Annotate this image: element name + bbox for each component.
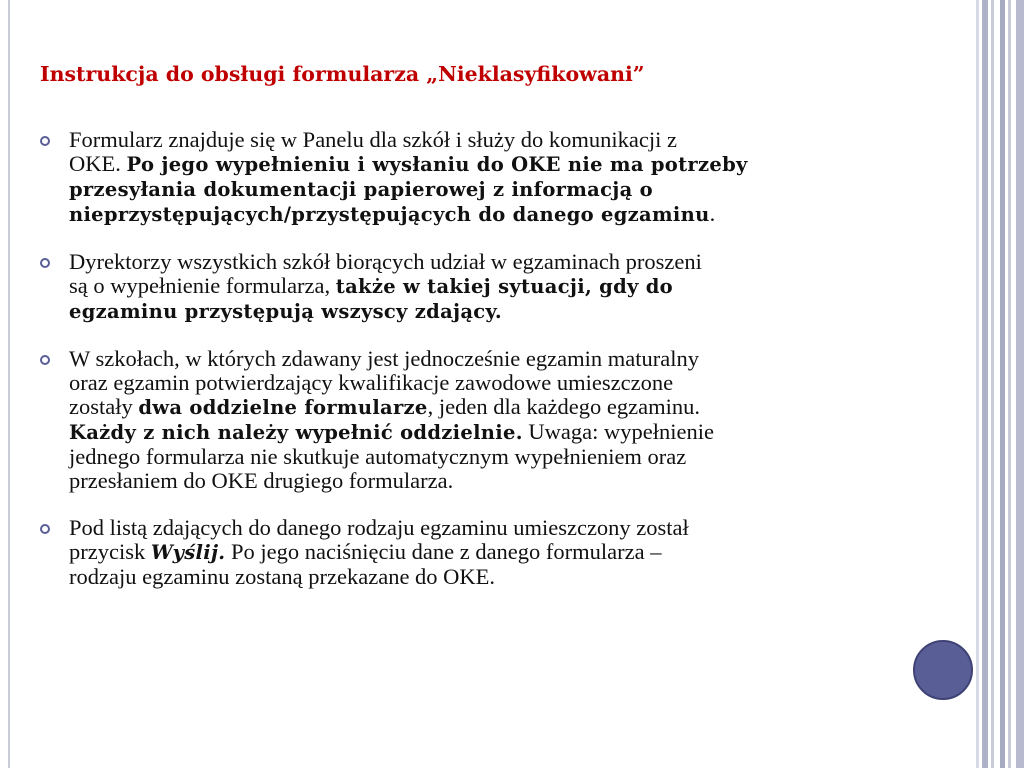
text-line: Pod listą zdających do danego rodzaju egzaminu umieszczony został	[69, 515, 689, 540]
bullet-ring-icon	[40, 258, 50, 268]
text-line	[69, 540, 940, 565]
text-normal: przycisk	[69, 539, 151, 564]
text-line	[69, 395, 940, 420]
text-line: W szkołach, w których zdawany jest jednocześnie egzamin maturalny	[69, 346, 699, 371]
text-bold: nieprzystępujących/przystępujących do danego egzaminu	[69, 203, 710, 226]
stripe	[982, 0, 988, 768]
text-normal: Po jego naciśnięciu dane z danego formularza –	[225, 539, 662, 564]
decorative-circle	[913, 640, 973, 700]
text-line	[69, 420, 940, 445]
bullet-item-1	[40, 128, 940, 227]
stripe	[1016, 0, 1024, 768]
bullet-ring-icon	[40, 524, 50, 534]
slide-title: Instrukcja do obsługi formularza „Nieklasyfikowani”	[40, 62, 645, 86]
text-line	[69, 177, 940, 202]
bullet-item-4	[40, 516, 940, 589]
stripe	[976, 0, 979, 768]
stripe	[1008, 0, 1011, 768]
bullet-ring-icon	[40, 355, 50, 365]
bullet-item-3	[40, 347, 940, 493]
text-bold: także w takiej sytuacji, gdy do	[335, 275, 673, 298]
text-normal: OKE.	[69, 151, 127, 176]
bullet-ring-icon	[40, 136, 50, 146]
stripe	[991, 0, 994, 768]
text-line: oraz egzamin potwierdzający kwalifikacje zawodowe umieszczone	[69, 370, 674, 395]
text-line: Formularz znajduje się w Panelu dla szkół i służy do komunikacji z	[69, 127, 677, 152]
bullet-item-2	[40, 250, 940, 324]
text-line: jednego formularza nie skutkuje automatycznym wypełnieniem oraz	[69, 444, 687, 469]
text-line: rodzaju egzaminu zostaną przekazane do OKE.	[69, 564, 496, 589]
text-bold: Każdy z nich należy wypełnić oddzielnie.	[69, 421, 523, 444]
text-bold: przesyłania dokumentacji papierowej z informacją o	[69, 178, 653, 201]
text-line	[69, 274, 940, 299]
text-line	[69, 152, 940, 177]
decorative-stripes	[976, 0, 1024, 768]
text-bold-italic: Wyślij.	[150, 541, 226, 564]
text-line: Dyrektorzy wszystkich szkół biorących udział w egzaminach proszeni	[69, 249, 702, 274]
text-normal: zostały	[69, 394, 139, 419]
bullet-list	[40, 128, 940, 612]
left-frame-line	[8, 0, 10, 768]
text-normal: są o wypełnienie formularza,	[69, 273, 336, 298]
text-normal: , jeden dla każdego egzaminu.	[427, 394, 701, 419]
text-line: przesłaniem do OKE drugiego formularza.	[69, 468, 454, 493]
text-normal: .	[709, 201, 716, 226]
text-line	[69, 202, 940, 227]
text-bold: dwa oddzielne formularze	[138, 396, 428, 419]
stripe	[1000, 0, 1005, 768]
text-normal: Uwaga: wypełnienie	[522, 419, 714, 444]
text-bold: egzaminu przystępują wszyscy zdający.	[69, 300, 502, 323]
text-line	[69, 299, 940, 324]
text-bold: Po jego wypełnieniu i wysłaniu do OKE nie ma potrzeby	[126, 153, 748, 176]
